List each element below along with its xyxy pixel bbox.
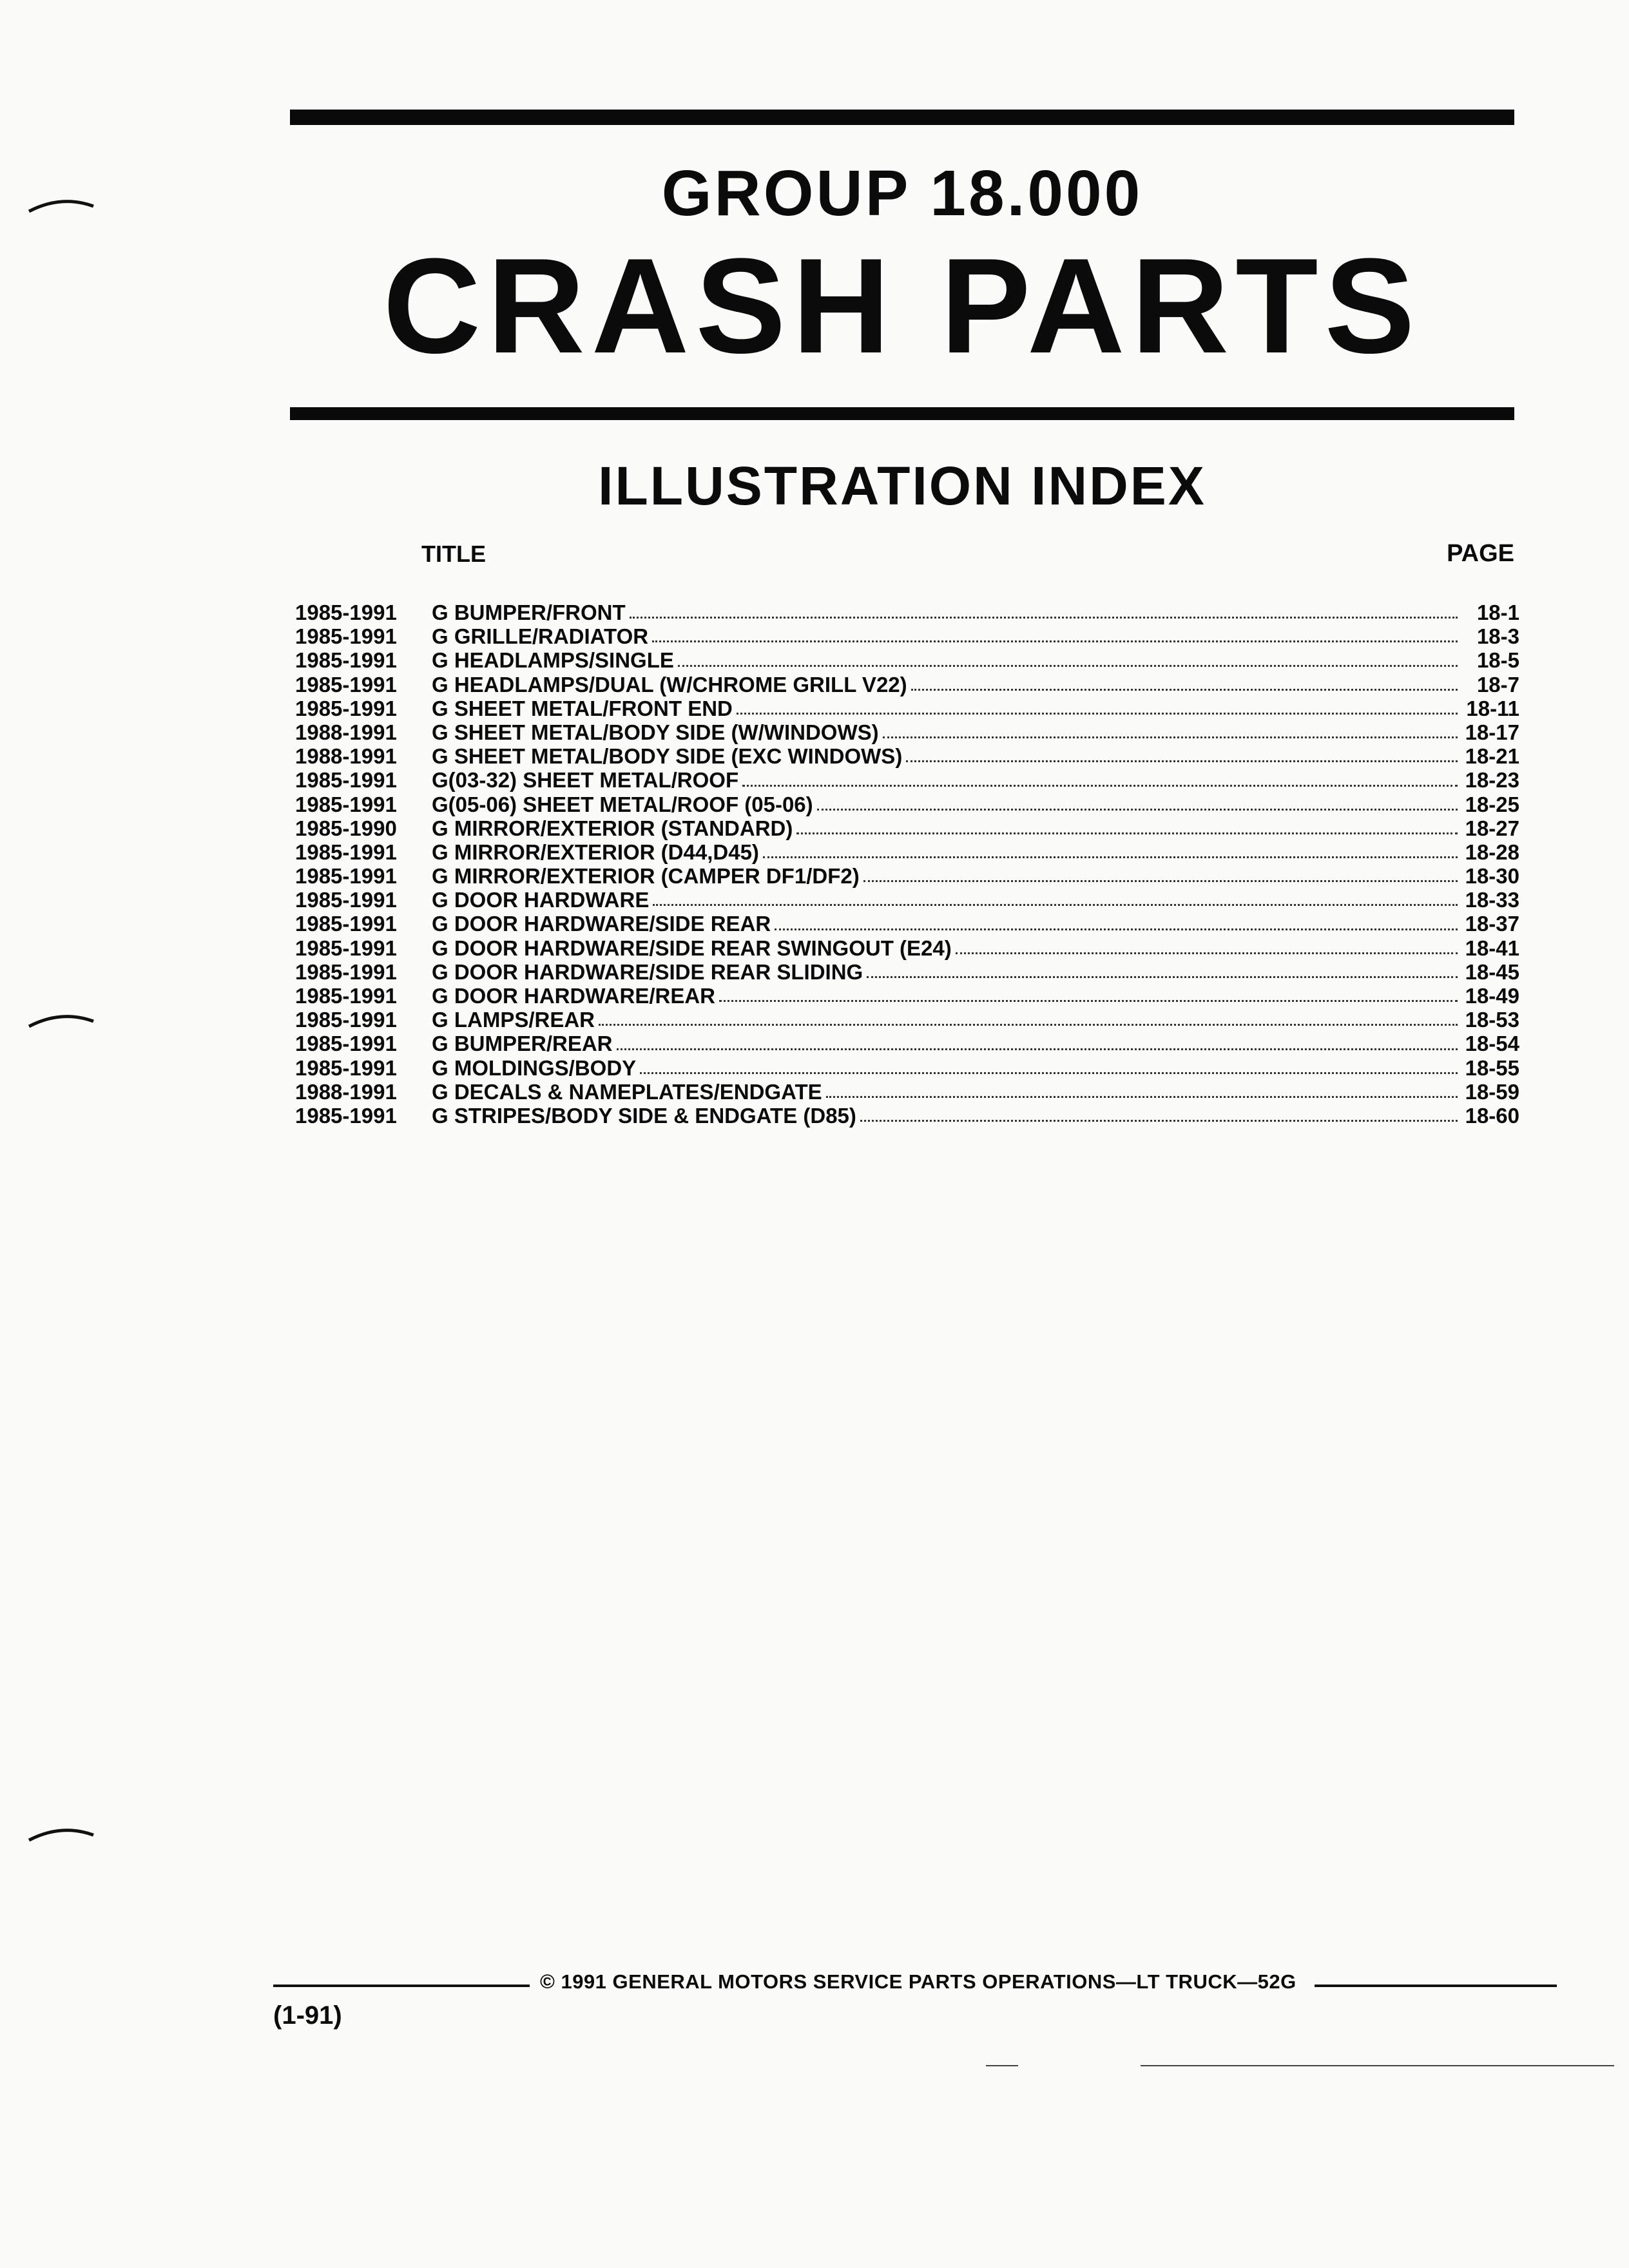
entry-page-number: 18-27 (1465, 816, 1519, 840)
entry-page-number: 18-7 (1476, 672, 1519, 697)
entry-years: 1985-1991 (295, 792, 397, 816)
entry-description: G SHEET METAL/BODY SIDE (W/WINDOWS) (432, 720, 879, 744)
entry-description: G SHEET METAL/BODY SIDE (EXC WINDOWS) (432, 744, 903, 769)
entry-years: 1985-1991 (295, 696, 397, 720)
entry-page-number: 18-23 (1465, 768, 1519, 793)
entry-description: G MIRROR/EXTERIOR (STANDARD) (432, 816, 793, 840)
entry-description: G HEADLAMPS/SINGLE (432, 648, 674, 673)
top-rule (290, 110, 1514, 125)
entry-years: 1985-1991 (295, 840, 397, 864)
entry-page-number: 18-49 (1465, 984, 1519, 1008)
dot-leader (652, 640, 1458, 642)
index-entry (295, 720, 1519, 744)
entry-years: 1985-1991 (295, 888, 397, 912)
entry-page-number: 18-55 (1465, 1055, 1519, 1080)
entry-description: G SHEET METAL/FRONT END (432, 696, 733, 720)
index-entry (295, 840, 1519, 864)
dot-leader (883, 736, 1458, 738)
page-title: CRASH PARTS (383, 230, 1422, 381)
dot-leader (826, 1095, 1458, 1098)
entry-page-number: 18-1 (1476, 601, 1519, 624)
entry-years: 1985-1991 (295, 601, 397, 624)
entry-description: G GRILLE/RADIATOR (432, 624, 649, 649)
index-entry (295, 936, 1519, 960)
entry-years: 1985-1991 (295, 1103, 397, 1128)
index-entry (295, 816, 1519, 840)
entry-description: G BUMPER/REAR (432, 1032, 613, 1056)
entry-page-number: 18-59 (1465, 1079, 1519, 1104)
entry-page-number: 18-60 (1465, 1103, 1519, 1128)
index-entry (295, 648, 1519, 672)
entry-description: G DOOR HARDWARE/SIDE REAR (432, 912, 771, 936)
entry-page-number: 18-53 (1465, 1008, 1519, 1032)
binder-mark (26, 1822, 97, 1848)
entry-page-number: 18-17 (1465, 720, 1519, 744)
entry-years: 1988-1991 (295, 744, 397, 769)
entry-page-number: 18-45 (1465, 959, 1519, 984)
index-entry (295, 793, 1519, 816)
entry-page-number: 18-30 (1465, 864, 1519, 889)
entry-description: G DOOR HARDWARE/SIDE REAR SWINGOUT (E24) (432, 936, 952, 960)
revision-code: (1-91) (273, 2001, 342, 2030)
entry-page-number: 18-21 (1465, 744, 1519, 769)
scan-artifact (986, 2065, 1018, 2066)
entry-page-number: 18-5 (1476, 648, 1519, 673)
title-rule (290, 407, 1514, 420)
copyright-line: © 1991 GENERAL MOTORS SERVICE PARTS OPERATIONS—LT TRUCK—52G (540, 1970, 1296, 1993)
index-entry (295, 984, 1519, 1008)
index-entry (295, 1080, 1519, 1104)
binder-mark (26, 1008, 97, 1034)
entry-description: G DOOR HARDWARE/SIDE REAR SLIDING (432, 959, 863, 984)
index-entry (295, 697, 1519, 720)
entry-years: 1988-1991 (295, 1079, 397, 1104)
dot-leader (653, 903, 1458, 906)
dot-leader (906, 760, 1458, 762)
dot-leader (867, 975, 1458, 978)
scan-artifact (1141, 2065, 1614, 2066)
index-entry (295, 673, 1519, 697)
entry-description: G DOOR HARDWARE (432, 888, 650, 912)
dot-leader (956, 952, 1458, 954)
entry-description: G DECALS & NAMEPLATES/ENDGATE (432, 1079, 822, 1104)
dot-leader (678, 664, 1458, 667)
footer-rule-left (273, 1984, 530, 1987)
index-entry (295, 768, 1519, 792)
entry-years: 1985-1991 (295, 1055, 397, 1080)
index-entry (295, 864, 1519, 888)
entry-page-number: 18-11 (1466, 696, 1519, 720)
entry-description: G MOLDINGS/BODY (432, 1055, 637, 1080)
dot-leader (863, 879, 1458, 882)
entry-description: G(03-32) SHEET METAL/ROOF (432, 768, 739, 793)
entry-years: 1985-1991 (295, 936, 397, 960)
entry-years: 1985-1991 (295, 1032, 397, 1056)
entry-years: 1985-1991 (295, 648, 397, 673)
entry-description: G MIRROR/EXTERIOR (D44,D45) (432, 840, 759, 864)
entry-description: G BUMPER/FRONT (432, 601, 626, 624)
entry-page-number: 18-25 (1465, 792, 1519, 816)
dot-leader (719, 999, 1458, 1002)
entry-years: 1985-1991 (295, 1008, 397, 1032)
index-entry (295, 1008, 1519, 1032)
entry-description: G LAMPS/REAR (432, 1008, 595, 1032)
dot-leader (911, 688, 1458, 691)
index-entry (295, 912, 1519, 936)
entry-page-number: 18-37 (1465, 912, 1519, 936)
entry-description: G MIRROR/EXTERIOR (CAMPER DF1/DF2) (432, 864, 860, 889)
illustration-index-list (295, 601, 1519, 1128)
entry-years: 1988-1991 (295, 720, 397, 744)
dot-leader (860, 1119, 1458, 1122)
dot-leader (617, 1048, 1458, 1050)
dot-leader (599, 1023, 1458, 1026)
index-entry (295, 1104, 1519, 1128)
entry-years: 1985-1990 (295, 816, 397, 840)
index-entry (295, 624, 1519, 648)
entry-description: G(05-06) SHEET METAL/ROOF (05-06) (432, 792, 813, 816)
entry-description: G STRIPES/BODY SIDE & ENDGATE (D85) (432, 1103, 856, 1128)
footer-rule-right (1315, 1984, 1557, 1987)
entry-page-number: 18-41 (1465, 936, 1519, 960)
dot-leader (737, 712, 1458, 715)
dot-leader (630, 616, 1458, 619)
column-header-title: TITLE (421, 541, 486, 567)
entry-years: 1985-1991 (295, 912, 397, 936)
index-entry (295, 744, 1519, 768)
index-heading: ILLUSTRATION INDEX (598, 456, 1206, 516)
dot-leader (742, 784, 1458, 787)
group-number-heading: GROUP 18.000 (661, 157, 1143, 229)
dot-leader (763, 856, 1458, 858)
dot-leader (640, 1072, 1458, 1074)
dot-leader (796, 832, 1458, 834)
entry-years: 1985-1991 (295, 864, 397, 889)
column-header-page: PAGE (1447, 540, 1514, 567)
entry-years: 1985-1991 (295, 624, 397, 649)
entry-years: 1985-1991 (295, 672, 397, 697)
entry-page-number: 18-33 (1465, 888, 1519, 912)
entry-description: G DOOR HARDWARE/REAR (432, 984, 716, 1008)
index-entry (295, 601, 1519, 624)
index-entry (295, 1056, 1519, 1080)
dot-leader (817, 808, 1458, 811)
entry-years: 1985-1991 (295, 984, 397, 1008)
entry-page-number: 18-54 (1465, 1032, 1519, 1056)
index-entry (295, 1032, 1519, 1055)
binder-mark (26, 193, 97, 219)
entry-page-number: 18-28 (1465, 840, 1519, 864)
index-entry (295, 960, 1519, 984)
dot-leader (775, 928, 1458, 930)
entry-description: G HEADLAMPS/DUAL (W/CHROME GRILL V22) (432, 672, 907, 697)
entry-years: 1985-1991 (295, 768, 397, 793)
index-entry (295, 888, 1519, 912)
entry-page-number: 18-3 (1476, 624, 1519, 649)
entry-years: 1985-1991 (295, 959, 397, 984)
